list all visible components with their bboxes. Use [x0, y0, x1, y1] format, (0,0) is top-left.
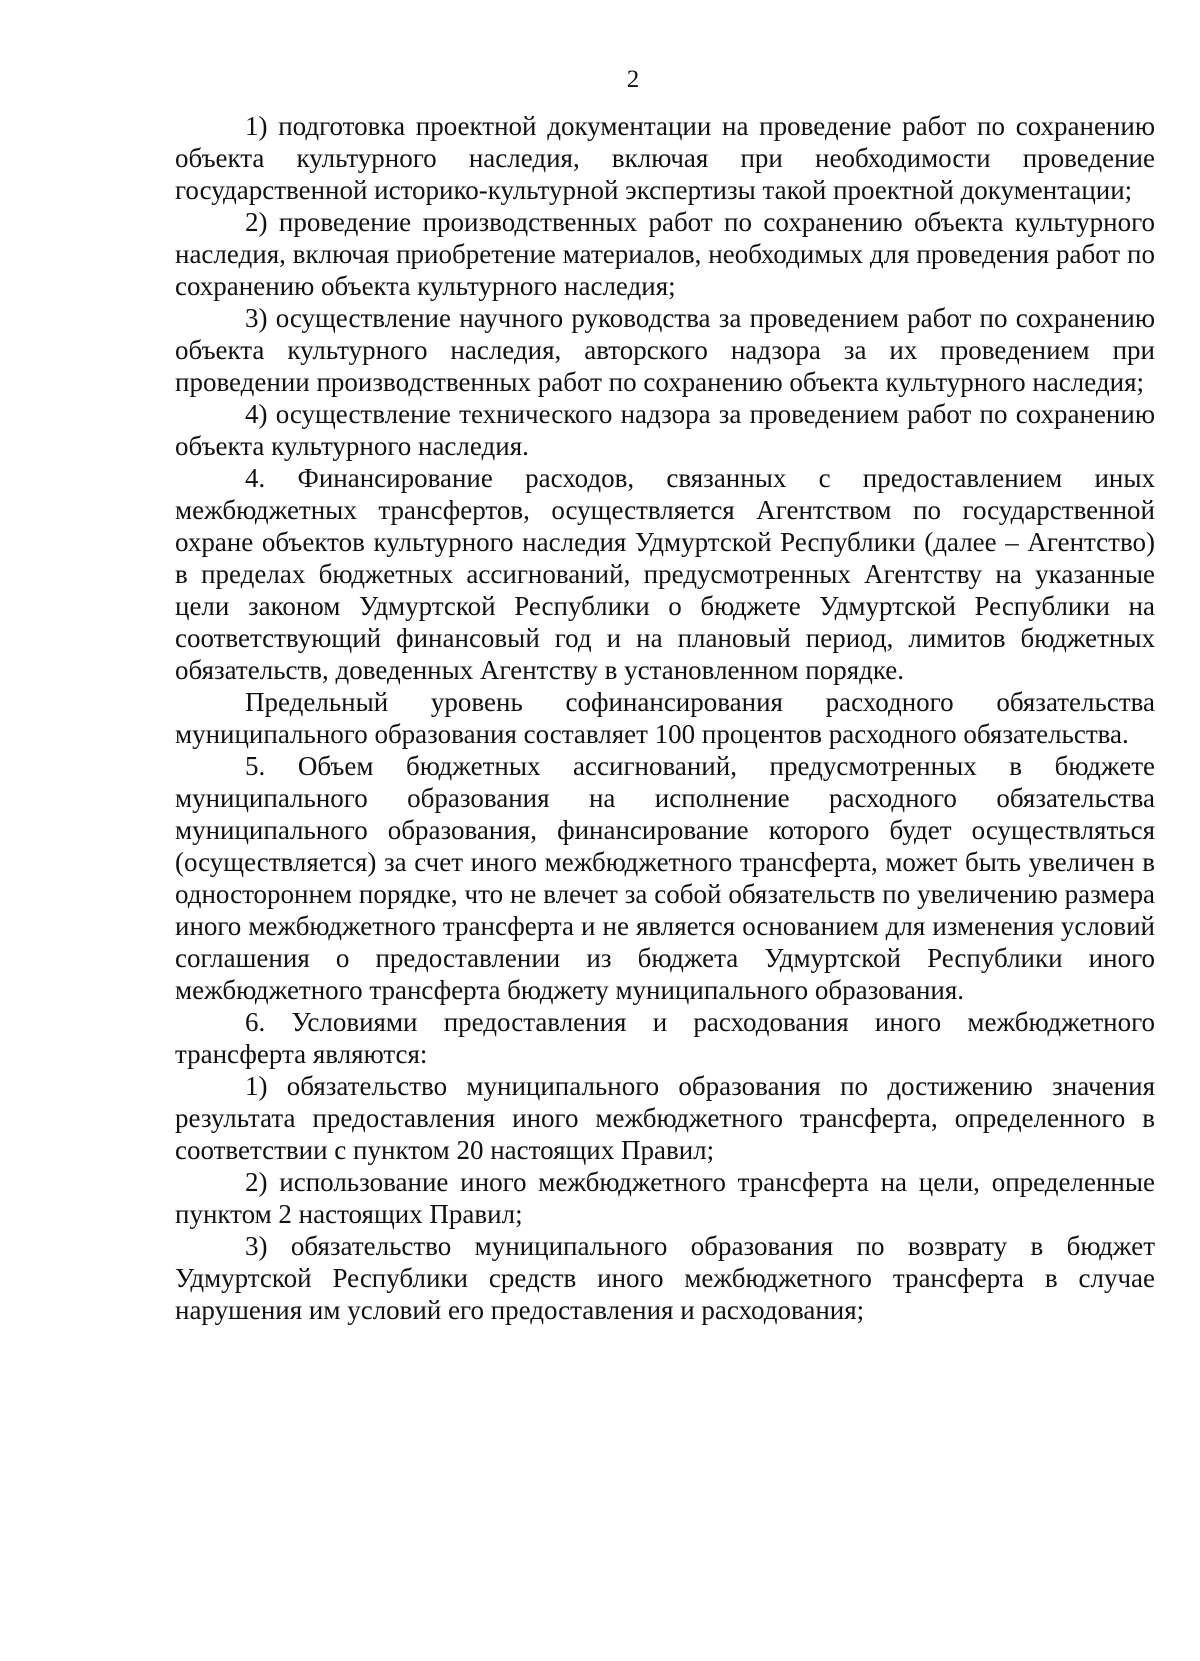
paragraph-clause-6-conditions: 6. Условиями предоставления и расходования иного межбюджетного трансферта являются:: [175, 1007, 1155, 1069]
paragraph-condition-1-result: 1) обязательство муниципального образования по достижению значения результата предоставления иного межбюджетного трансферта, определенного в соответствии с пунктом 20 настоящих Правил;: [175, 1071, 1155, 1165]
paragraph-condition-2-purpose: 2) использование иного межбюджетного трансферта на цели, определенные пунктом 2 настоящих Правил;: [175, 1167, 1155, 1229]
paragraph-cofinancing-level: Предельный уровень софинансирования расходного обязательства муниципального образования составляет 100 процентов расходного обязательства.: [175, 687, 1155, 749]
document-body: [175, 110, 1155, 1326]
paragraph-clause-5-budget-volume: 5. Объем бюджетных ассигнований, предусмотренных в бюджете муниципального образования на исполнение расходного обязательства муниципального образования, финансирование которого будет осуществляться (осуществляется) за счет иного межбюджетного трансферта, может быть увеличен в одностороннем порядке, что не влечет за собой обязательств по увеличению размера иного межбюджетного трансферта и не является основанием для изменения условий соглашения о предоставлении из бюджета Удмуртской Республики иного межбюджетного трансферта бюджету муниципального образования.: [175, 751, 1155, 1005]
paragraph-condition-3-refund: 3) обязательство муниципального образования по возврату в бюджет Удмуртской Республики средств иного межбюджетного трансферта в случае нарушения им условий его предоставления и расходования;: [175, 1231, 1155, 1325]
paragraph-item-1-project-docs: 1) подготовка проектной документации на проведение работ по сохранению объекта культурного наследия, включая при необходимости проведение государственной историко-культурной экспертизы такой проектной документации;: [175, 111, 1155, 205]
paragraph-item-3-scientific-supervision: 3) осуществление научного руководства за проведением работ по сохранению объекта культурного наследия, авторского надзора за их проведением при проведении производственных работ по сохранению объекта культурного наследия;: [175, 303, 1155, 397]
paragraph-item-4-technical-supervision: 4) осуществление технического надзора за проведением работ по сохранению объекта культурного наследия.: [175, 399, 1155, 461]
paragraph-item-2-production-works: 2) проведение производственных работ по сохранению объекта культурного наследия, включая приобретение материалов, необходимых для проведения работ по сохранению объекта культурного наследия;: [175, 207, 1155, 301]
page-number: 2: [626, 66, 640, 93]
paragraph-clause-4-financing: 4. Финансирование расходов, связанных с предоставлением иных межбюджетных трансфертов, осуществляется Агентством по государственной охране объектов культурного наследия Удмуртской Республики (далее – Агентство) в пределах бюджетных ассигнований, предусмотренных Агентству на указанные цели законом Удмуртской Республики о бюджете Удмуртской Республики на соответствующий финансовый год и на плановый период, лимитов бюджетных обязательств, доведенных Агентству в установленном порядке.: [175, 463, 1155, 685]
